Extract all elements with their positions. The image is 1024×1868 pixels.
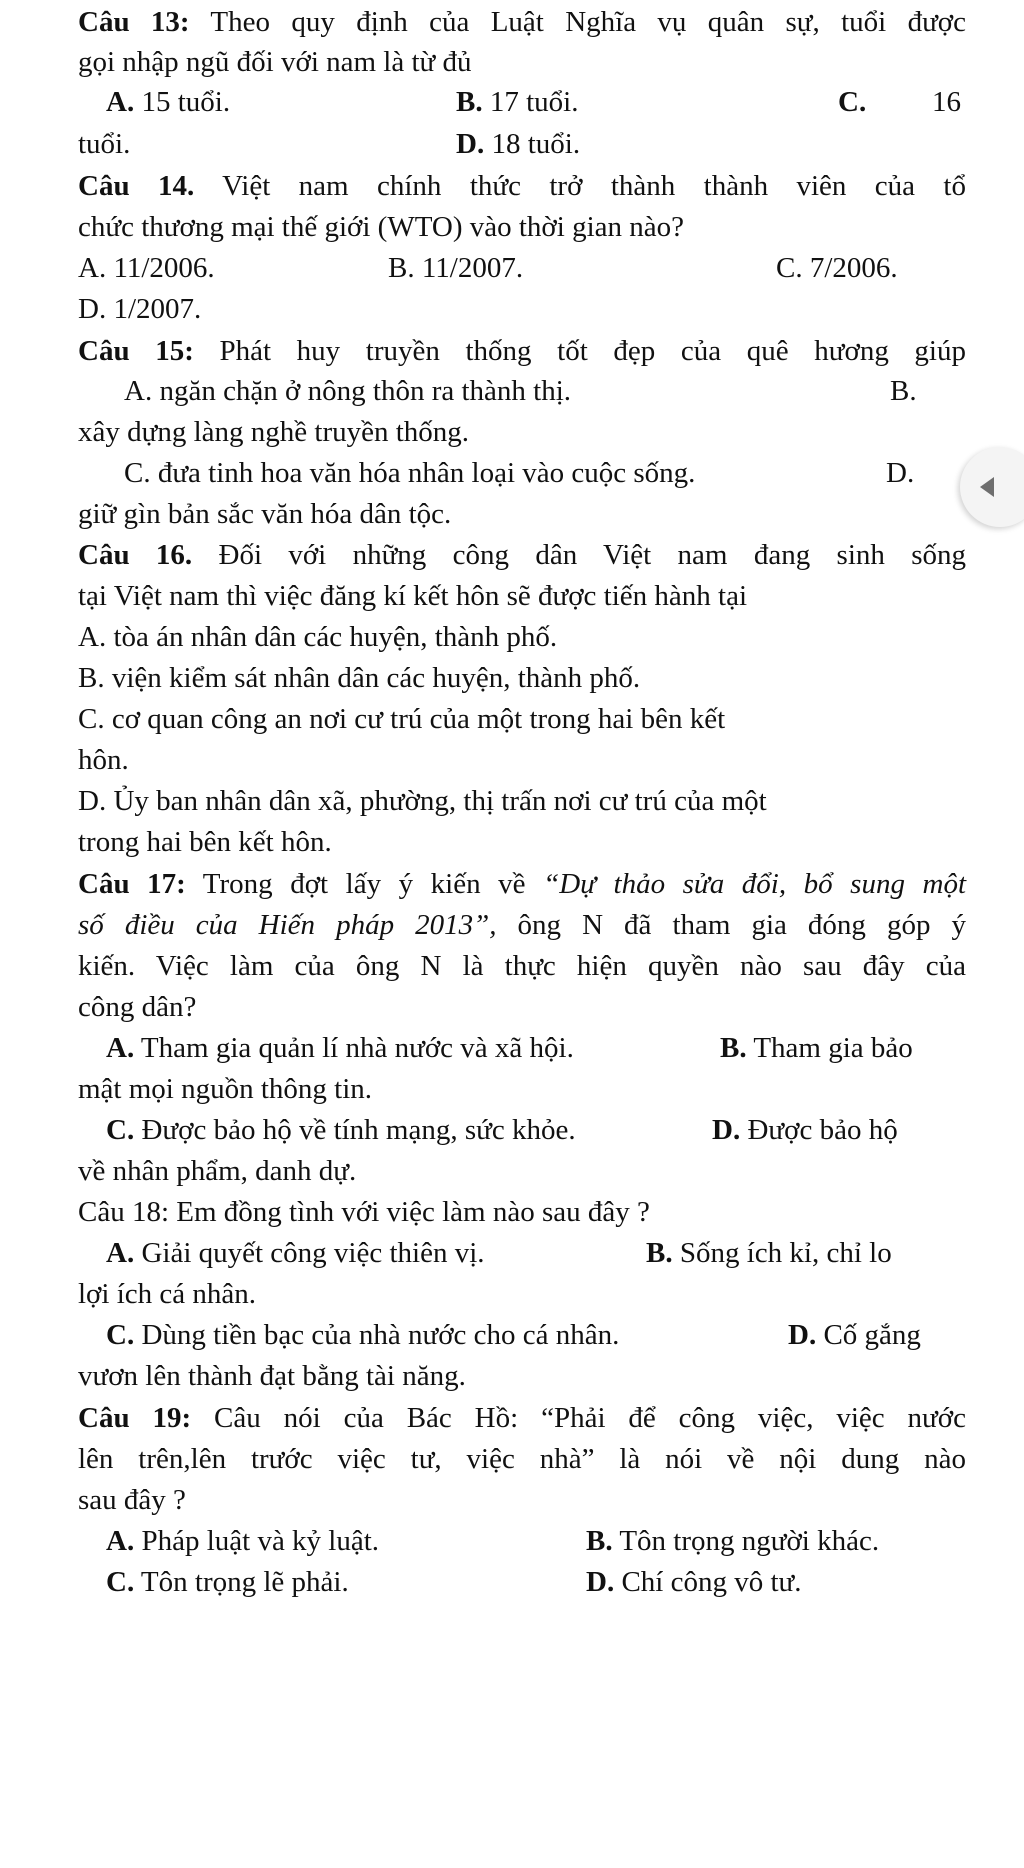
q16-number: Câu 16.: [78, 539, 193, 571]
q17-line-3: kiến. Việc làm của ông N là thực hiện quyền nào sau đây của: [78, 950, 966, 982]
q15-line-1: [0, 329, 1024, 373]
q19-line-3: sau đây ?: [78, 1484, 186, 1516]
q17-options-1: [0, 1026, 1024, 1070]
q17-number: Câu 17:: [78, 868, 186, 900]
q17-line-2: số điều của Hiến pháp 2013”, ông N đã tham gia đóng góp ý: [78, 909, 966, 941]
q14-options-2: [0, 287, 1024, 331]
q13-option-c-value: 16: [932, 86, 961, 118]
q15-options-3: [0, 451, 1024, 495]
q15-option-b-key: B.: [890, 375, 917, 407]
q17-option-a: A. Tham gia quản lí nhà nước và xã hội.: [106, 1032, 574, 1064]
q14-option-b: B. 11/2007.: [388, 252, 524, 284]
q19-number: Câu 19:: [78, 1402, 192, 1434]
q14-option-a: A. 11/2006.: [78, 252, 215, 284]
q13-line-2: gọi nhập ngũ đối với nam là từ đủ: [78, 46, 472, 78]
q14-number: Câu 14.: [78, 170, 195, 202]
q15-number: Câu 15:: [78, 335, 194, 367]
q16-option-c-2: hôn.: [78, 744, 129, 776]
q14-line-1: [0, 164, 1024, 208]
q17-options-3: [0, 1108, 1024, 1152]
q17-stem: Câu 17: Trong đợt lấy ý kiến về “Dự thảo sửa đổi, bổ sung một: [78, 868, 967, 900]
q15-stem: Câu 15: Phát huy truyền thống tốt đẹp của quê hương giúp: [78, 335, 966, 367]
q19-option-c: C. Tôn trọng lẽ phải.: [106, 1566, 349, 1598]
q16-line-1: [0, 533, 1024, 577]
q19-option-d: D. Chí công vô tư.: [586, 1566, 802, 1598]
q19-options-1: [0, 1519, 1024, 1563]
q13-options-1: [0, 80, 1024, 124]
q17-option-b: B. Tham gia bảo: [720, 1032, 913, 1064]
q13-option-d: D. 18 tuổi.: [456, 128, 581, 160]
q18-options-4: vươn lên thành đạt bằng tài năng.: [78, 1360, 466, 1392]
q15-option-d: giữ gìn bản sắc văn hóa dân tộc.: [78, 498, 452, 530]
q16-line-2: tại Việt nam thì việc đăng kí kết hôn sẽ được tiến hành tại: [78, 580, 748, 612]
q17-line-4: công dân?: [78, 991, 197, 1023]
q16-stem: Câu 16. Đối với những công dân Việt nam đang sinh sống: [78, 539, 966, 571]
q15-options-4: [0, 492, 1024, 536]
q13-stem: Câu 13: Theo quy định của Luật Nghĩa vụ quân sự, tuổi được: [78, 6, 967, 38]
q18-option-d: D. Cố gắng: [788, 1319, 921, 1351]
q19-line-1: [0, 1396, 1024, 1440]
q17-option-d: D. Được bảo hộ: [712, 1114, 898, 1146]
q14-options-1: [0, 246, 1024, 290]
q17-options-2: mật mọi nguồn thông tin.: [78, 1073, 373, 1105]
q15-option-c: C. đưa tinh hoa văn hóa nhân loại vào cuộc sống.: [124, 457, 696, 489]
q18-option-c: C. Dùng tiền bạc của nhà nước cho cá nhân.: [106, 1319, 620, 1351]
q18-options-3: [0, 1313, 1024, 1357]
q19-option-a: A. Pháp luật và kỷ luật.: [106, 1525, 380, 1557]
q16-option-d-1: D. Ủy ban nhân dân xã, phường, thị trấn nơi cư trú của một: [78, 785, 767, 817]
q18-option-a: A. Giải quyết công việc thiên vị.: [106, 1237, 485, 1269]
q13-options-2: tuổi. D. 18 tuổi.: [0, 122, 1024, 166]
q18-options-1: [0, 1231, 1024, 1275]
q19-options-2: [0, 1560, 1024, 1604]
q14-stem: Câu 14. Việt nam chính thức trở thành thành viên của tổ: [78, 170, 966, 202]
q14-line-2: chức thương mại thế giới (WTO) vào thời gian nào?: [78, 211, 684, 243]
q15-option-b: xây dựng làng nghề truyền thống.: [78, 416, 470, 448]
q14-option-c: C. 7/2006.: [776, 252, 898, 284]
q16-option-d-2: trong hai bên kết hôn.: [78, 826, 332, 858]
q18-stem: Câu 18: Em đồng tình với việc làm nào sau đây ?: [78, 1196, 650, 1228]
q15-options-1: [0, 369, 1024, 413]
q17-option-c: C. Được bảo hộ về tính mạng, sức khỏe.: [106, 1114, 576, 1146]
q15-options-2: [0, 410, 1024, 454]
q16-option-c-1: C. cơ quan công an nơi cư trú của một trong hai bên kết: [78, 703, 726, 735]
q18-options-2: lợi ích cá nhân.: [78, 1278, 256, 1310]
q17-options-4: về nhân phẩm, danh dự.: [78, 1155, 357, 1187]
q13-option-a: A. 15 tuổi.: [106, 86, 231, 118]
q17-line-1: [0, 862, 1024, 906]
q18-line-1: [0, 1190, 1024, 1234]
chevron-left-icon: [980, 477, 994, 497]
q15-option-a: A. ngăn chặn ở nông thôn ra thành thị.: [124, 375, 572, 407]
q16-option-b: B. viện kiểm sát nhân dân các huyện, thành phố.: [78, 662, 641, 694]
q13-line-1: [0, 0, 1024, 44]
q19-line-2: lên trên,lên trước việc tư, việc nhà” là nói về nội dung nào: [78, 1443, 966, 1475]
q19-stem: Câu 19: Câu nói của Bác Hồ: “Phải để công việc, việc nước: [78, 1402, 966, 1434]
q13-number: Câu 13:: [78, 6, 190, 38]
q13-option-b: B. 17 tuổi.: [456, 86, 579, 118]
q15-option-d-key: D.: [886, 457, 915, 489]
q13-option-c-key: C.: [838, 86, 867, 118]
q19-option-b: B. Tôn trọng người khác.: [586, 1525, 880, 1557]
q16-option-a: A. tòa án nhân dân các huyện, thành phố.: [78, 621, 558, 653]
q18-option-b: B. Sống ích kỉ, chỉ lo: [646, 1237, 892, 1269]
q14-option-d: D. 1/2007.: [78, 293, 202, 325]
